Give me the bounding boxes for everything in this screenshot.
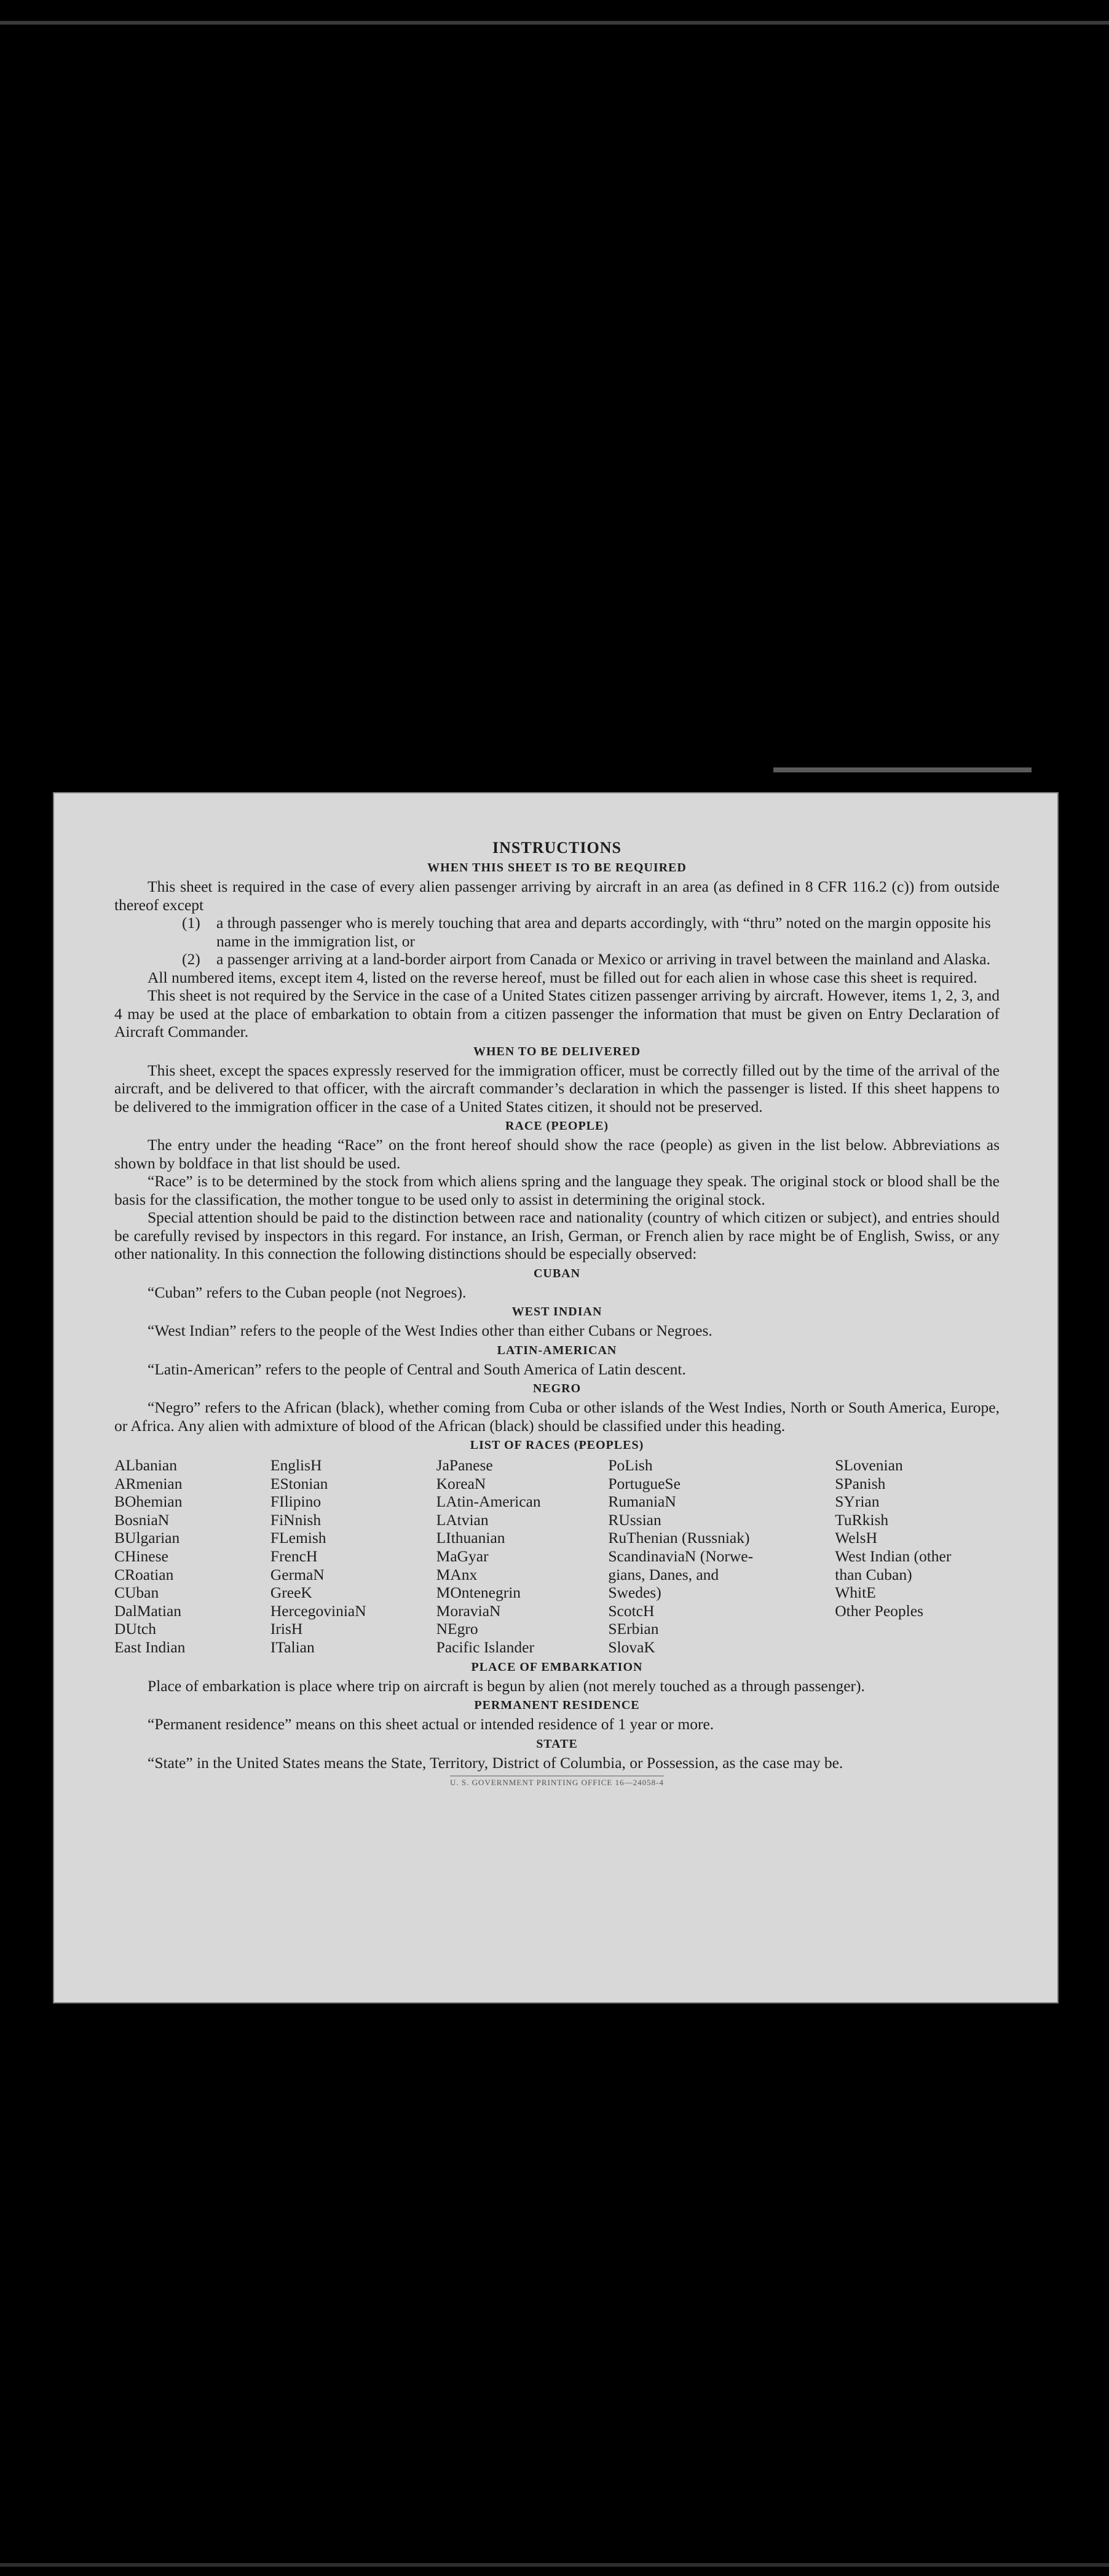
race-item: BosniaN [114,1510,170,1529]
race-item: RUssian [608,1510,661,1529]
race-item: PortugueSe [608,1474,681,1492]
document-body [114,839,1000,1788]
paragraph: “Negro” refers to the African (black), whether coming from Cuba or other islands of the West Indies, North or South America, Europe, or Africa. Any alien with admixture of blood of the African (black) should be classified under this heading. [114,1398,1000,1435]
race-item: SPanish [835,1474,886,1492]
race-item: RumaniaN [608,1492,676,1511]
section-heading-race-list: LIST OF RACES (PEOPLES) [470,1438,644,1452]
section-heading-negro: NEGRO [532,1382,582,1395]
race-item: SlovaK [608,1638,655,1656]
race-item: WelsH [835,1529,878,1547]
race-item: FrencH [270,1547,318,1565]
item-text: a through passenger who is merely touching that area and departs accordingly, with “thru” noted on the margin opposite his name in the immigration list, or [216,914,991,950]
race-item: TuRkish [835,1510,889,1529]
item-number: (1) [182,914,200,932]
printer-imprint-text: U. S. GOVERNMENT PRINTING OFFICE 16—24058-4 [450,1775,664,1787]
race-item: ALbanian [114,1456,177,1474]
race-item: JaPanese [436,1456,493,1474]
race-item: PoLish [608,1456,653,1474]
film-edge-strip [773,767,1032,772]
race-item: Other Peoples [835,1601,923,1620]
paragraph: The entry under the heading “Race” on the front hereof should show the race (people) as given in the list below. Abbreviations as shown by boldface in that list should be used. [114,1136,1000,1172]
race-item: West Indian (other [835,1547,952,1565]
race-item: FLemish [270,1529,326,1547]
race-item: EStonian [270,1474,328,1492]
paragraph: “State” in the United States means the State, Territory, District of Columbia, or Possession, as the case may be. [148,1753,843,1772]
paragraph: “Cuban” refers to the Cuban people (not Negroes). [148,1283,467,1301]
race-item: IrisH [270,1620,303,1638]
paragraph: “Race” is to be determined by the stock from which aliens spring and the language they speak. The original stock or blood shall be the basis for the classification, the mother tongue to be used only to assist in determining the original stock. [114,1172,1000,1208]
race-item: Pacific Islander [436,1638,534,1656]
document-title: INSTRUCTIONS [492,839,622,857]
section-heading-delivered: WHEN TO BE DELIVERED [473,1044,641,1058]
race-item: LAtin-American [436,1492,541,1511]
paragraph: “Latin-American” refers to the people of Central and South America of Latin descent. [148,1360,686,1378]
race-column [270,1456,436,1657]
paragraph: This sheet is not required by the Service in the case of a United States citizen passenger arriving by aircraft. However, items 1, 2, 3, and 4 may be used at the place of embarkation to obtain from a citizen passenger the information that must be given on Entry Declaration of Aircraft Commander. [114,986,1000,1040]
printer-imprint [114,1778,1000,1788]
race-item: LAtvian [436,1510,489,1529]
race-item: NEgro [436,1620,478,1638]
paragraph: This sheet is required in the case of every alien passenger arriving by aircraft in an area (as defined in 8 CFR 116.2 (c)) from outside thereof except [114,878,1000,914]
section-heading-state: STATE [536,1737,578,1751]
race-item: ScotcH [608,1601,655,1620]
race-column [114,1456,270,1657]
race-item: ARmenian [114,1474,183,1492]
paragraph: This sheet, except the spaces expressly reserved for the immigration officer, must be correctly filled out by the time of the arrival of the aircraft, and be delivered to that officer, with the aircraft commander’s declaration in which the passenger is listed. If this sheet happens to be delivered to the immigration officer in the case of a United States citizen, it should not be preserved. [114,1061,1000,1116]
film-bottom-edge [0,2563,1109,2567]
race-item: MaGyar [436,1547,489,1565]
race-item: BOhemian [114,1492,183,1511]
race-item: DUtch [114,1620,156,1638]
paragraph: “West Indian” refers to the people of the West Indies other than either Cubans or Negroes. [148,1322,712,1339]
race-item: East Indian [114,1638,186,1656]
section-heading-latin-american: LATIN-AMERICAN [497,1343,617,1357]
paragraph: Special attention should be paid to the distinction between race and nationality (country of which citizen or subject), and entries should be carefully revised by inspectors in this regard. For instance, an Irish, German, or French alien by race might be of English, Swiss, or any other nationality. In this connection the following distinctions should be especially observed: [114,1208,1000,1262]
race-column [608,1456,835,1657]
race-item: LIthuanian [436,1529,505,1547]
race-item: HercegoviniaN [270,1601,366,1620]
race-item: ITalian [270,1638,315,1656]
race-item: SYrian [835,1492,880,1511]
section-heading-required: WHEN THIS SHEET IS TO BE REQUIRED [427,861,687,874]
section-heading-permanent-residence: PERMANENT RESIDENCE [474,1698,640,1713]
race-column [835,1456,1000,1657]
race-item: KoreaN [436,1474,486,1492]
section-heading-race: RACE (PEOPLE) [505,1119,609,1133]
race-item: ScandinaviaN (Norwe- [608,1547,754,1565]
race-item: BUlgarian [114,1529,180,1547]
section-heading-embarkation: PLACE OF EMBARKATION [471,1660,643,1674]
film-top-edge [0,21,1109,25]
race-item: WhitE [835,1583,876,1602]
numbered-item [182,914,1000,950]
race-item: FiNnish [270,1510,322,1529]
race-item: MOntenegrin [436,1583,521,1602]
race-list [114,1456,1000,1657]
race-item: GreeK [270,1583,312,1602]
paragraph: Place of embarkation is place where trip on aircraft is begun by alien (not merely touched as a through passenger). [148,1676,865,1695]
document-sheet [53,792,1059,2003]
paragraph: “Permanent residence” means on this sheet actual or intended residence of 1 year or more. [148,1715,714,1734]
race-item: than Cuban) [835,1565,912,1583]
race-column [436,1456,609,1657]
section-heading-west-indian: WEST INDIAN [511,1305,602,1318]
race-item: gians, Danes, and [608,1565,719,1583]
race-item: CHinese [114,1547,168,1565]
race-item: MAnx [436,1565,478,1583]
race-item: SLovenian [835,1456,903,1474]
race-item: CUban [114,1583,159,1602]
race-item: DalMatian [114,1601,182,1620]
race-item: MoraviaN [436,1601,501,1620]
race-item: FIlipino [270,1492,322,1511]
race-item: Swedes) [608,1583,661,1602]
section-heading-cuban: CUBAN [533,1266,581,1280]
race-item: RuThenian (Russniak) [608,1529,750,1547]
race-item: EnglisH [270,1456,322,1474]
race-item: SErbian [608,1620,659,1638]
race-item: CRoatian [114,1565,174,1583]
race-item: GermaN [270,1565,325,1583]
item-text: a passenger arriving at a land-border airport from Canada or Mexico or arriving in travel between the mainland and Alaska. [216,950,990,968]
paragraph: All numbered items, except item 4, listed on the reverse hereof, must be filled out for each alien in whose case this sheet is required. [148,968,977,986]
item-number: (2) [182,950,200,968]
numbered-item [182,950,1000,969]
